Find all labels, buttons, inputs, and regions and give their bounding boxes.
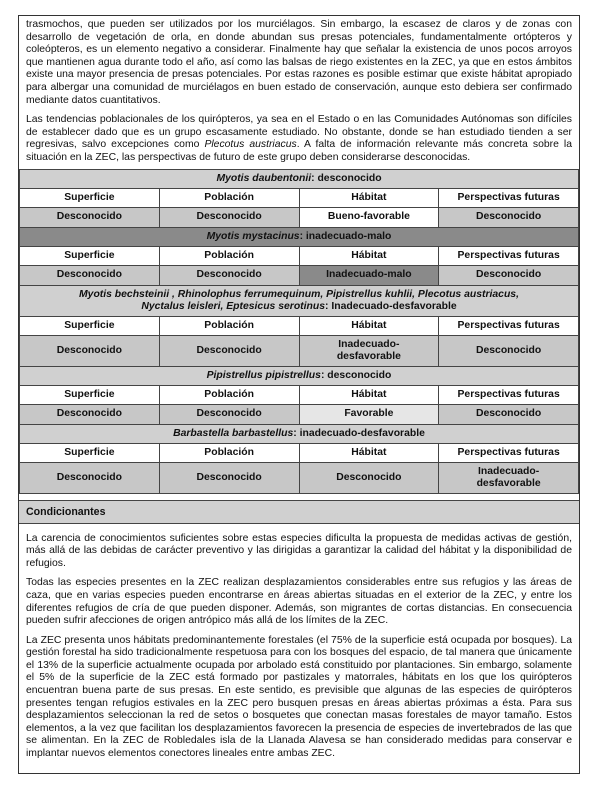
value-cell: Desconocido <box>439 404 579 424</box>
species-name: Myotis mystacinus <box>206 230 300 242</box>
section-title: Condicionantes <box>19 500 579 524</box>
species-title <box>20 169 579 188</box>
value-cell: Inadecuado-malo <box>299 265 439 285</box>
value-cell: Desconocido <box>159 404 299 424</box>
text-span: . A falta de información relevante más concreta sobre la situación en la ZEC, las perspectivas de futuro de este grupo deben considerarse desconocidas. <box>26 139 572 163</box>
conservation-status-table <box>19 169 579 494</box>
header-cell: Hábitat <box>299 316 439 335</box>
header-cell: Población <box>159 385 299 404</box>
value-cell: Inadecuado-desfavorable <box>299 335 439 366</box>
header-cell: Superficie <box>20 385 160 404</box>
value-cell: Desconocido <box>299 462 439 493</box>
intro-paragraph-2 <box>19 111 579 168</box>
species-status: : inadecuado-malo <box>299 230 392 242</box>
header-cell: Superficie <box>20 316 160 335</box>
intro-paragraph-1: trasmochos, que pueden ser utilizados por los murciélagos. Sin embargo, la escasez de claros y de zonas con desarrollo de vegetación de orla, en donde abundan sus presas potenciales, fundamentalmente ortópteros y coleópteros, es un elemento negativo a considerar. Finalmente hay que señalar la existencia de unos pocos arroyos que mantienen agua durante todo el año, así como las balsas de riego existentes en la ZEC, ya que en estos ámbitos existe una mayor presencia de presas potenciales. Por estas razones es posible estimar que existe hábitat apropiado para albergar una comunidad de murciélagos en buen estado de conservación, aunque esto debiera ser confirmado mediante datos cuantitativos. <box>26 19 572 106</box>
document-page <box>18 15 580 774</box>
header-cell: Población <box>159 443 299 462</box>
header-cell: Perspectivas futuras <box>439 246 579 265</box>
value-cell: Desconocido <box>20 404 160 424</box>
value-cell: Favorable <box>299 404 439 424</box>
header-cell: Superficie <box>20 443 160 462</box>
species-name: Barbastella barbastellus <box>173 427 294 439</box>
paragraph: La carencia de conocimientos suficientes sobre estas especies dificulta la propuesta de medidas activas de gestión, más allá de las debidas de carácter preventivo y las dirigidas a garantizar la calidad del hábitat y la disponibilidad de refugios. <box>26 532 572 569</box>
species-title <box>20 366 579 385</box>
value-cell: Desconocido <box>159 462 299 493</box>
header-cell: Superficie <box>20 188 160 207</box>
species-status: : desconocido <box>320 369 392 381</box>
header-cell: Población <box>159 246 299 265</box>
text-span: Las tendencias poblacionales de los quirópteros, ya sea en el Estado o en las Comunidades Autónomas son difíciles de establecer dado que es un grupo escasamente estudiado. No obstante, donde se han estudiado tienden a ser regresivas, salvo excepciones como <box>26 114 572 151</box>
value-cell: Desconocido <box>159 265 299 285</box>
value-cell: Desconocido <box>439 207 579 227</box>
species-title <box>20 227 579 246</box>
value-cell: Desconocido <box>20 265 160 285</box>
value-cell: Desconocido <box>439 265 579 285</box>
species-name: Myotis bechsteinii , Rhinolophus ferrumequinum, Pipistrellus kuhlii, Plecotus austriacus, <box>79 288 519 300</box>
paragraph: Todas las especies presentes en la ZEC realizan desplazamientos considerables entre sus refugios y las áreas de caza, que en varias especies pueden encontrarse en áreas abiertas situadas en el exterior de la ZEC, y entre los diferentes refugios de cría de que pueden disponer. Además, son migrantes de cortas distancias. En consecuencia pueden sufrir afecciones de origen antrópico más allá de los límites de la ZEC. <box>26 577 572 627</box>
species-status: : Inadecuado-desfavorable <box>325 300 457 312</box>
species-title <box>20 424 579 443</box>
species-name: Nyctalus leisleri, Eptesicus serotinus <box>141 300 325 312</box>
species-name: Plecotus austriacus <box>204 139 297 151</box>
value-cell: Inadecuado-desfavorable <box>439 462 579 493</box>
header-cell: Hábitat <box>299 385 439 404</box>
value-cell: Desconocido <box>439 335 579 366</box>
header-cell: Perspectivas futuras <box>439 188 579 207</box>
header-cell: Hábitat <box>299 443 439 462</box>
value-cell: Desconocido <box>20 207 160 227</box>
header-cell: Hábitat <box>299 246 439 265</box>
header-cell: Hábitat <box>299 188 439 207</box>
species-name: Myotis daubentonii <box>216 172 312 184</box>
species-name: Pipistrellus pipistrellus <box>206 369 321 381</box>
header-cell: Población <box>159 188 299 207</box>
species-status: : inadecuado-desfavorable <box>293 427 425 439</box>
species-title <box>20 285 579 316</box>
paragraph: La ZEC presenta unos hábitats predominantemente forestales (el 75% de la superficie está ocupada por bosques). La gestión forestal ha sido tradicionalmente respetuosa para con los bosques del espacio, de tal manera que únicamente el 13% de la superficie actualmente ocupada por arbolado está constituido por plantaciones. Sin embargo, solamente el 5% de la superficie de la ZEC está formado por pastizales y matorrales, hábitats en los que los quirópteros encuentran buena parte de sus presas. En este sentido, es previsible que algunas de las especies de quirópteros presentes tengan refugios estivales en la ZEC pero busquen presas en áreas abiertas próximas a ésta. Para sus desplazamientos seleccionan la red de setos o bosquetes que conectan masas forestales de mayor tamaño. Estos elementos, a la vez que facilitan los desplazamientos favorecen la presencia de especies de invertebrados de las que se alimentan. En la ZEC de Robledales isla de la Llanada Alavesa se han considerado medidas para conservar e implantar nuevos elementos conectores lineales entre ambas ZEC. <box>26 634 572 760</box>
header-cell: Superficie <box>20 246 160 265</box>
value-cell: Desconocido <box>159 207 299 227</box>
header-cell: Población <box>159 316 299 335</box>
value-cell: Bueno-favorable <box>299 207 439 227</box>
header-cell: Perspectivas futuras <box>439 316 579 335</box>
header-cell: Perspectivas futuras <box>439 443 579 462</box>
value-cell: Desconocido <box>20 335 160 366</box>
value-cell: Desconocido <box>159 335 299 366</box>
header-cell: Perspectivas futuras <box>439 385 579 404</box>
species-status: : desconocido <box>311 172 382 184</box>
value-cell: Desconocido <box>20 462 160 493</box>
